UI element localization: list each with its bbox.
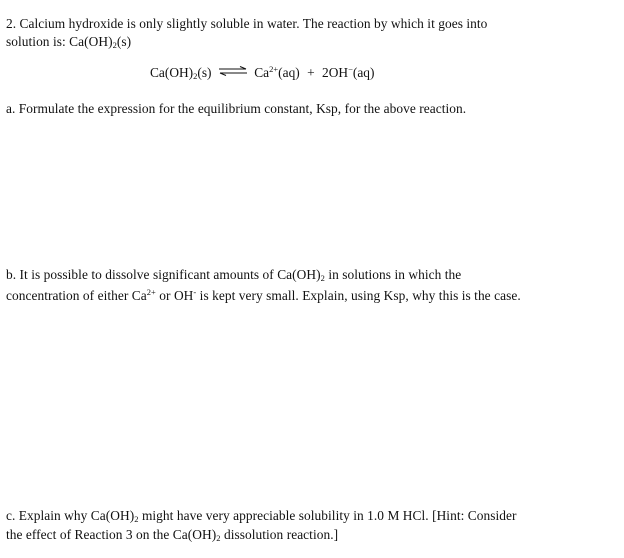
question-line2-prefix: solution is: Ca(OH)	[6, 34, 113, 49]
hydroxide-state: (aq)	[352, 65, 375, 80]
part-a-line	[6, 101, 466, 117]
question-line2-subscript: 2	[112, 40, 117, 50]
equilibrium-arrows-icon	[218, 66, 248, 76]
part-c-line1-suffix: might have very appreciable solubility in 1.0 M HCl. [Hint: Consider	[138, 508, 517, 523]
reactant-state: (s)	[197, 65, 212, 80]
part-b-line2-suffix: is kept very small. Explain, using Ksp, why this is the case.	[196, 288, 521, 303]
part-a-text: a. Formulate the expression for the equilibrium constant, Ksp, for the above reaction.	[6, 101, 467, 116]
calcium-ion-formula: Ca	[254, 65, 270, 80]
part-c-line-2	[6, 527, 338, 543]
reactant-formula: Ca(OH)	[150, 65, 194, 80]
question-intro-text: 2. Calcium hydroxide is only slightly soluble in water. The reaction by which it goes into	[6, 16, 488, 31]
reactant-subscript: 2	[193, 71, 198, 81]
question-intro-line-2	[6, 34, 131, 50]
part-b-line1-subscript: 2	[320, 273, 325, 283]
question-intro-line-1	[6, 16, 487, 32]
hydroxide-charge: −	[348, 64, 353, 74]
part-c-line-1	[6, 508, 517, 524]
part-b-line1-prefix: b. It is possible to dissolve significant amounts of Ca(OH)	[6, 267, 321, 282]
part-c-line1-subscript: 2	[134, 514, 139, 524]
hydroxide-formula: 2OH	[322, 65, 349, 80]
part-b-line2-prefix: concentration of either Ca	[6, 288, 147, 303]
question-line2-suffix: (s)	[116, 34, 132, 49]
part-c-line2-subscript: 2	[216, 533, 221, 543]
part-b-line-2	[6, 288, 521, 304]
part-b-hydroxide-charge: -	[193, 287, 197, 297]
calcium-ion-state: (aq)	[278, 65, 300, 80]
part-b-calcium-charge: 2+	[146, 287, 156, 297]
equilibrium-equation	[150, 64, 374, 82]
part-c-line1-prefix: c. Explain why Ca(OH)	[6, 508, 135, 523]
calcium-ion-charge: 2+	[269, 64, 279, 74]
part-c-line2-suffix: dissolution reaction.]	[220, 527, 339, 542]
part-b-line1-suffix: in solutions in which the	[324, 267, 462, 282]
equation-reactant	[150, 65, 212, 80]
equation-product-calcium	[254, 65, 299, 80]
equation-plus: +	[307, 65, 315, 80]
part-b-line2-mid: or OH	[155, 288, 194, 303]
part-b-line-1	[6, 267, 461, 283]
equation-product-hydroxide	[322, 65, 374, 80]
part-c-line2-prefix: the effect of Reaction 3 on the Ca(OH)	[6, 527, 217, 542]
